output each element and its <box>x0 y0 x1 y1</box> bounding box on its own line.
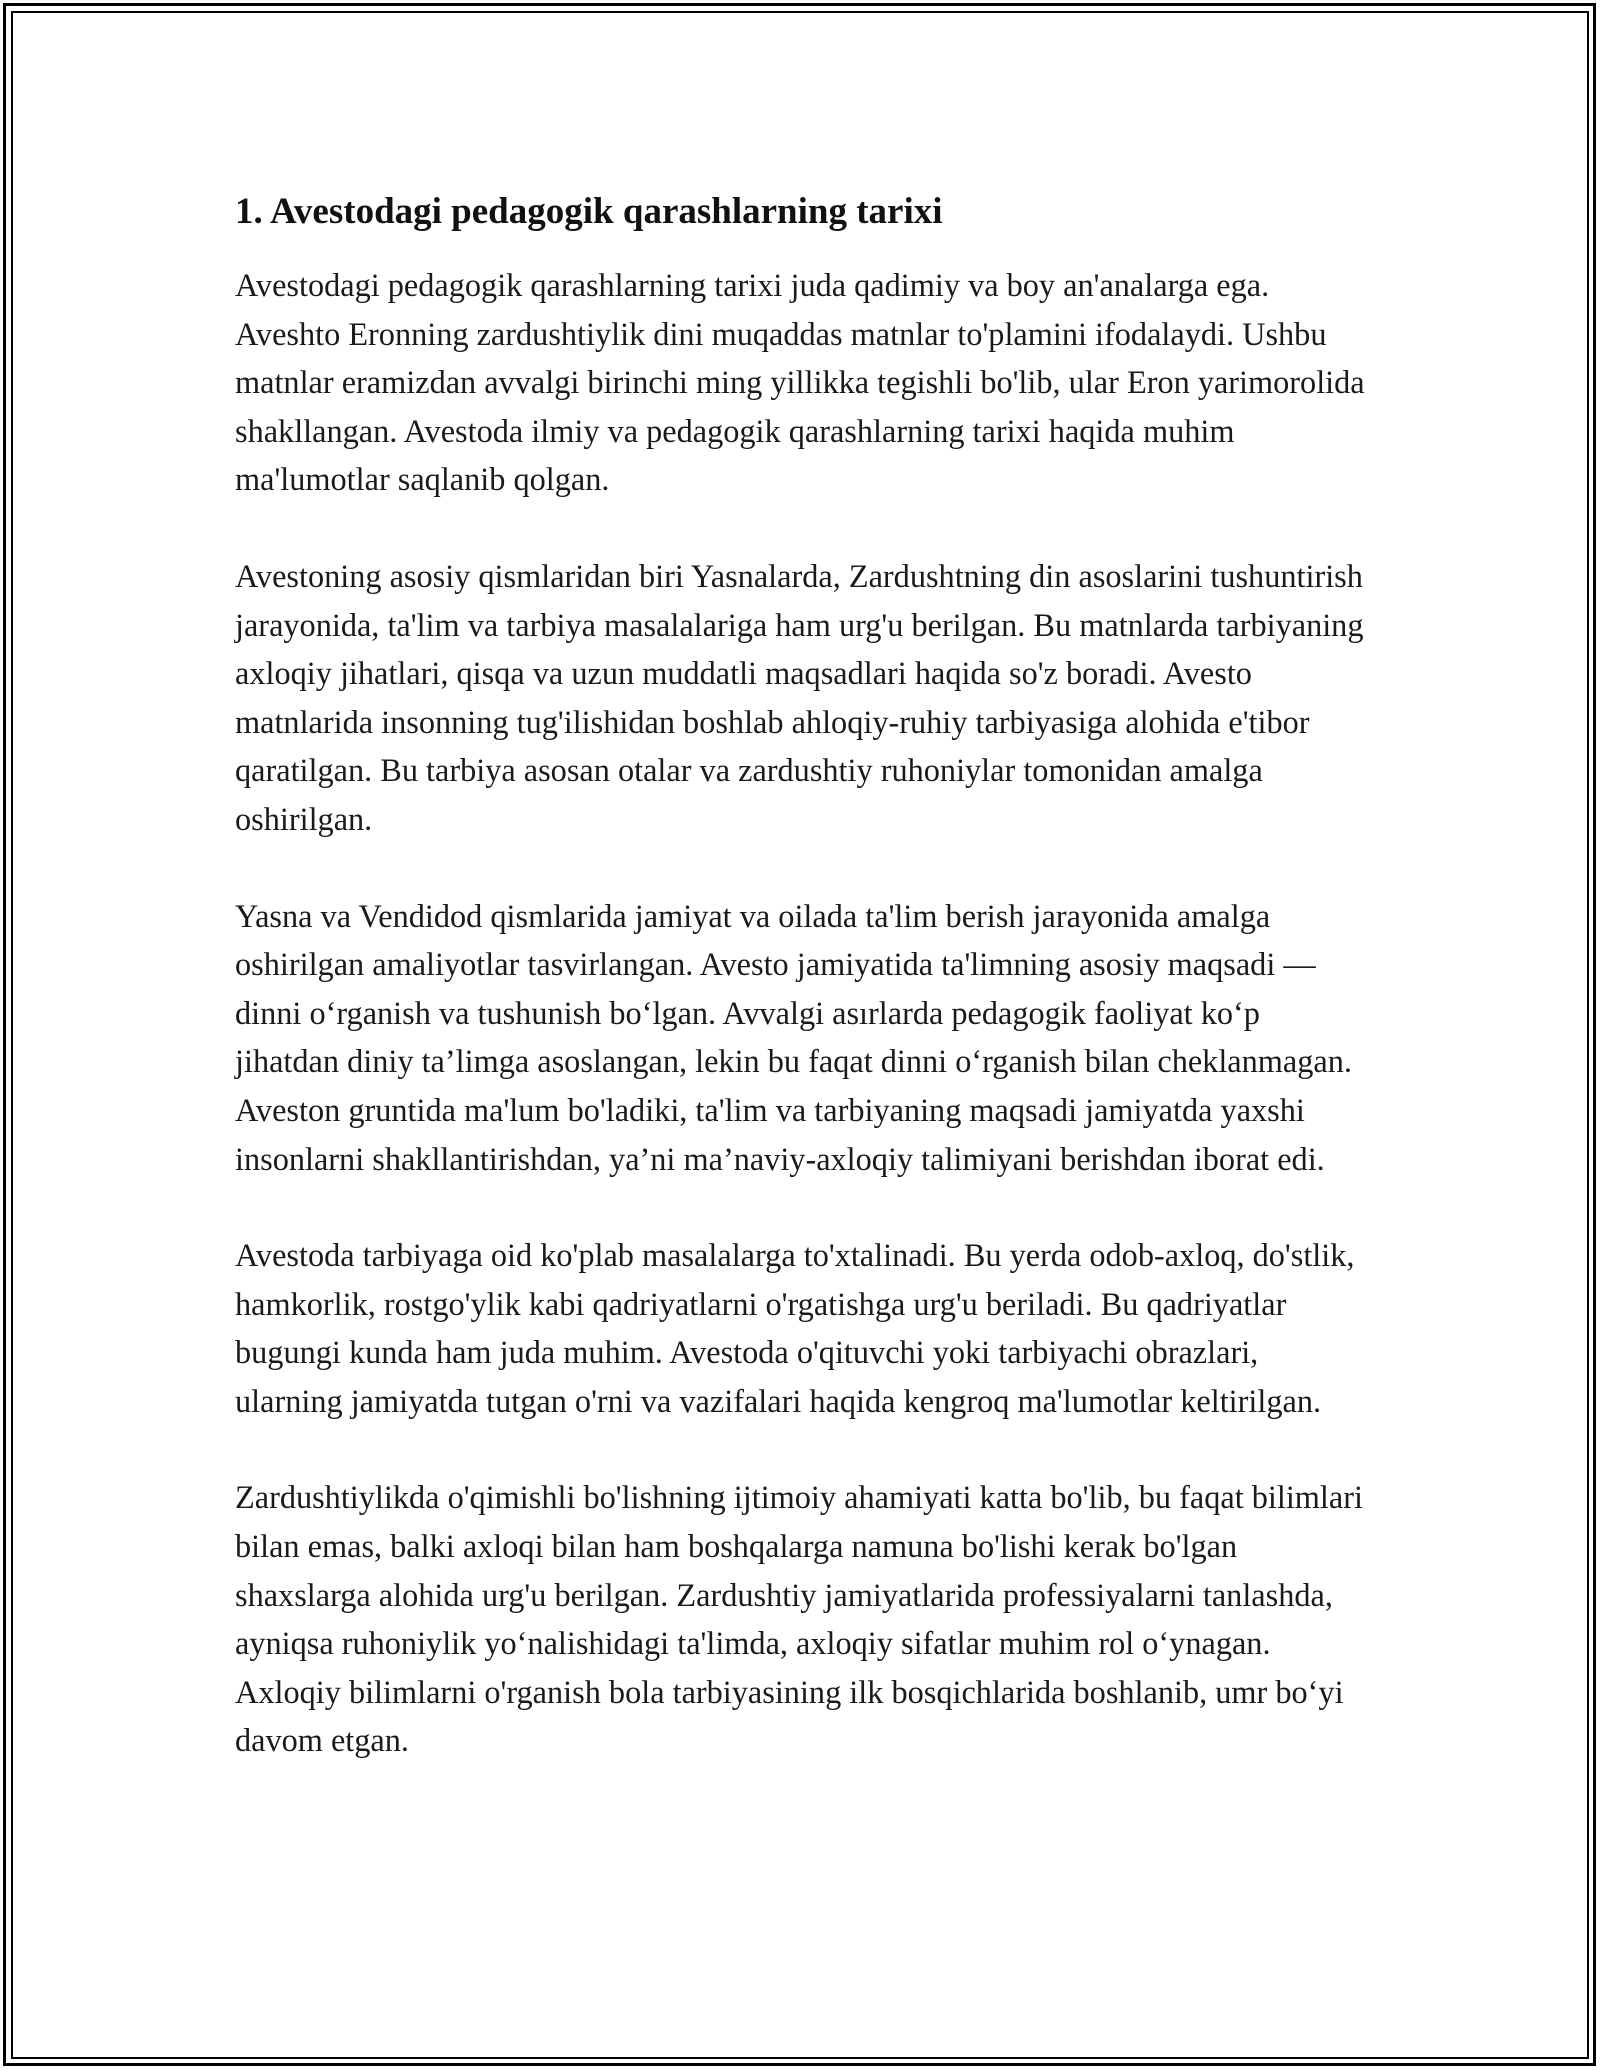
paragraph-2: Avestoning asosiy qismlaridan biri Yasnalarda, Zardushtning din asoslarini tushuntirish jarayonida, ta'lim va tarbiya masalalariga ham urg'u berilgan. Bu matnlarda tarbiyaning axloqiy jihatlari, qisqa va uzun muddatli maqsadlari haqida so'z boradi. Avesto matnlarida insonning tug'ilishidan boshlab ahloqiy-ruhiy tarbiyasiga alohida e'tibor qaratilgan. Bu tarbiya asosan otalar va zardushtiy ruhoniylar tomonidan amalga oshirilgan. <box>235 557 1364 837</box>
paragraph-3: Yasna va Vendidod qismlarida jamiyat va oilada ta'lim berish jarayonida amalga oshirilgan amaliyotlar tasvirlangan. Avesto jamiyatida ta'limning asosiy maqsadi — dinni o‘rganish va tushunish bo‘lgan. Avvalgi asırlarda pedagogik faoliyat ko‘p jihatdan diniy ta’limga asoslangan, lekin bu faqat dinni o‘rganish bilan cheklanmagan. Aveston gruntida ma'lum bo'ladiki, ta'lim va tarbiyaning maqsadi jamiyatda yaxshi insonlarni shakllantirishdan, ya’ni ma’naviy-axloqiy talimiyani berishdan iborat edi. <box>235 897 1352 1177</box>
section-heading: 1. Avestodagi pedagogik qarashlarning tarixi <box>235 191 943 232</box>
paragraph-4: Avestoda tarbiyaga oid ko'plab masalalarga to'xtalinadi. Bu yerda odob-axloq, do'stlik, hamkorlik, rostgo'ylik kabi qadriyatlarni o'rgatishga urg'u beriladi. Bu qadriyatlar bugungi kunda ham juda muhim. Avestoda o'qituvchi yoki tarbiyachi obrazlari, ularning jamiyatda tutgan o'rni va vazifalari haqida kengroq ma'lumotlar keltirilgan. <box>235 1237 1355 1419</box>
document-body <box>235 188 1365 1813</box>
paragraph-5: Zardushtiylikda o'qimishli bo'lishning ijtimoiy ahamiyati katta bo'lib, bu faqat bilimlari bilan emas, balki axloqi bilan ham boshqalarga namuna bo'lishi kerak bo'lgan shaxslarga alohida urg'u berilgan. Zardushtiy jamiyatlarida professiyalarni tanlashda, ayniqsa ruhoniylik yo‘nalishidagi ta'limda, axloqiy sifatlar muhim rol o‘ynagan. Axloqiy bilimlarni o'rganish bola tarbiyasining ilk bosqichlarida boshlanib, umr bo‘yi davom etgan. <box>235 1479 1363 1759</box>
paragraph-1: Avestodagi pedagogik qarashlarning tarixi juda qadimiy va boy an'analarga ega. Aveshto Eronning zardushtiylik dini muqaddas matnlar to'plamini ifodalaydi. Ushbu matnlar eramizdan avvalgi birinchi ming yillikka tegishli bo'lib, ular Eron yarimorolida shakllangan. Avestoda ilmiy va pedagogik qarashlarning tarixi haqida muhim ma'lumotlar saqlanib qolgan. <box>235 267 1365 498</box>
